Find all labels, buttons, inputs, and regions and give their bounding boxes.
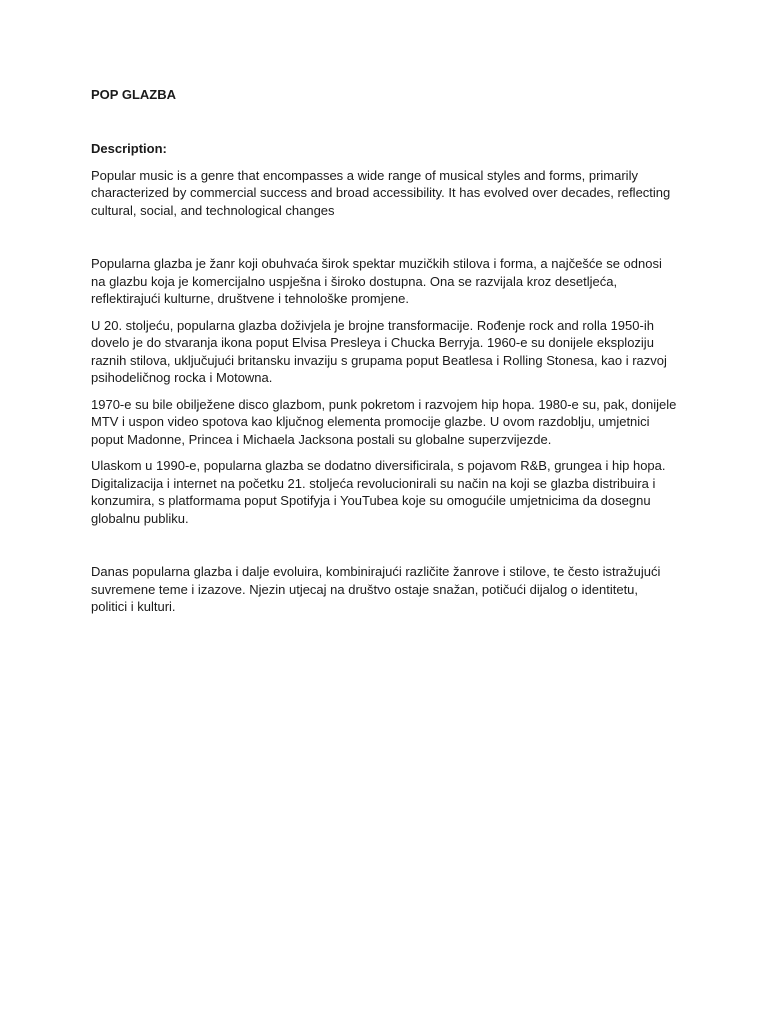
description-paragraph: Popular music is a genre that encompasses a wide range of musical styles and forms, primarily characterized by commercial success and broad accessibility. It has evolved over decades, reflecting cultural, social, and technological changes [91, 167, 671, 218]
body-paragraph: Danas popularna glazba i dalje evoluira, kombinirajući različite žanrove i stilove, te često istražujući suvremene teme i izazove. Njezin utjecaj na društvo ostaje snažan, potičući dijalog o identitetu, politici i kulturi. [91, 564, 661, 614]
document-body [91, 86, 677, 616]
body-paragraph: Ulaskom u 1990-e, popularna glazba se dodatno diversificirala, s pojavom R&B, grungea i hip hopa. Digitalizacija i internet na početku 21. stoljeća revolucionirali su način na koji se glazba distribuira i konzumira, s platformama poput Spotifyja i YouTubea koje su omogućile umjetnicima da dosegnu globalnu publiku. [91, 458, 666, 526]
body-paragraph: Popularna glazba je žanr koji obuhvaća širok spektar muzičkih stilova i forma, a najčešće se odnosi na glazbu koja je komercijalno uspješna i široko dostupna. Ona se razvijala kroz desetljeća, reflektirajući kulturne, društvene i tehnološke promjene. [91, 256, 662, 306]
body-paragraph: U 20. stoljeću, popularna glazba doživjela je brojne transformacije. Rođenje rock and rolla 1950-ih dovelo je do stvaranja ikona poput Elvisa Presleya i Chucka Berryja. 1960-e su donijele eksploziju raznih stilova, uključujući britansku invaziju s grupama poput Beatlesa i Rolling Stonesa, kao i razvoj psihodeličnog rocka i Motowna. [91, 317, 667, 385]
body-paragraph: 1970-e su bile obilježene disco glazbom, punk pokretom i razvojem hip hopa. 1980-e su, pak, donijele MTV i uspon video spotova kao ključnog elementa promocije glazbe. U ovom razdoblju, umjetnici poput Madonne, Princea i Michaela Jacksona postali su globalne superzvijezde. [91, 396, 677, 447]
description-heading: Description: [91, 141, 167, 156]
document-title: POP GLAZBA [91, 87, 176, 102]
